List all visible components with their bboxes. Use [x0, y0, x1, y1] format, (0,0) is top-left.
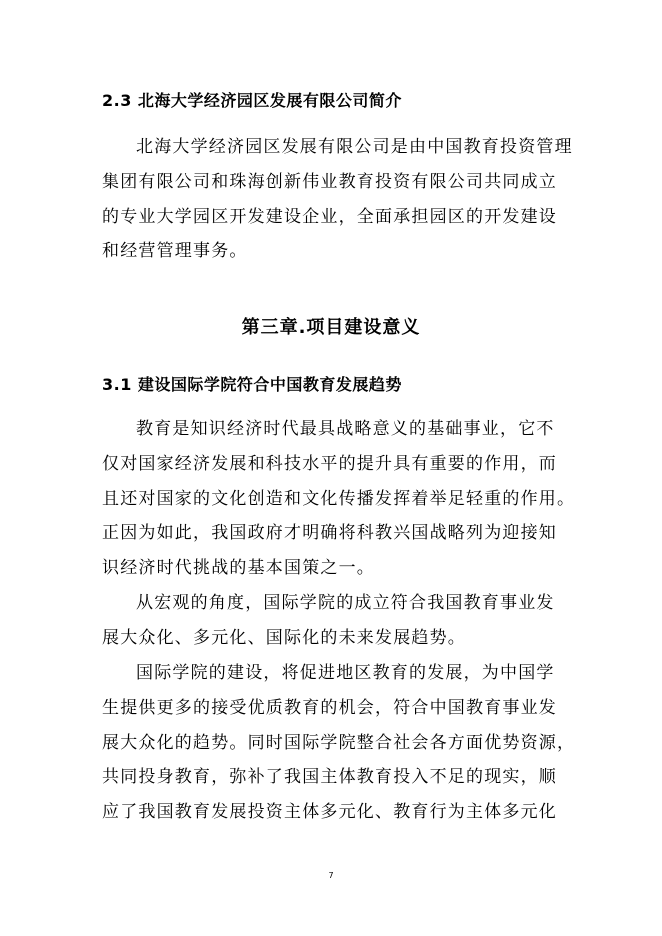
paragraph-line: 且还对国家的文化创造和文化传播发挥着举足轻重的作用。 [102, 488, 576, 509]
section-3-1-paragraph-2 [102, 586, 562, 656]
page-number: 7 [328, 871, 334, 880]
section-3-1-heading: 3.1 建设国际学院符合中国教育发展趋势 [102, 375, 402, 394]
section-3-1-paragraph-3 [102, 656, 576, 830]
paragraph-line: 生提供更多的接受优质教育的机会，符合中国教育事业发 [102, 697, 557, 718]
paragraph-line: 共同投身教育，弥补了我国主体教育投入不足的现实，顺 [102, 767, 557, 788]
section-2-3-heading: 2.3 北海大学经济园区发展有限公司简介 [102, 91, 402, 110]
paragraph-line: 识经济时代挑战的基本国策之一。 [102, 558, 375, 579]
chapter-3-title: 第三章.项目建设意义 [241, 317, 421, 338]
paragraph-line: 的专业大学园区开发建设企业，全面承担园区的开发建设 [102, 206, 557, 227]
paragraph-line: 从宏观的角度，国际学院的成立符合我国教育事业发 [136, 593, 555, 613]
paragraph-line: 国际学院的建设，将促进地区教育的发展，为中国学 [136, 663, 555, 683]
paragraph-line: 教育是知识经济时代最具战略意义的基础事业，它不 [136, 419, 555, 439]
paragraph-line: 北海大学经济园区发展有限公司是由中国教育投资管理 [136, 137, 573, 157]
section-2-3-paragraph [102, 130, 573, 269]
paragraph-line: 集团有限公司和珠海创新伟业教育投资有限公司共同成立 [102, 171, 557, 192]
paragraph-line: 展大众化、多元化、国际化的未来发展趋势。 [102, 627, 466, 648]
paragraph-line: 正因为如此，我国政府才明确将科教兴国战略列为迎接知 [102, 523, 557, 544]
paragraph-line: 和经营管理事务。 [102, 241, 248, 262]
paragraph-line: 应了我国教育发展投资主体多元化、教育行为主体多元化 [102, 802, 557, 823]
paragraph-line: 展大众化的趋势。同时国际学院整合社会各方面优势资源， [102, 732, 576, 753]
section-3-1-paragraph-1 [102, 412, 576, 586]
paragraph-line: 仅对国家经济发展和科技水平的提升具有重要的作用，而 [102, 453, 557, 474]
